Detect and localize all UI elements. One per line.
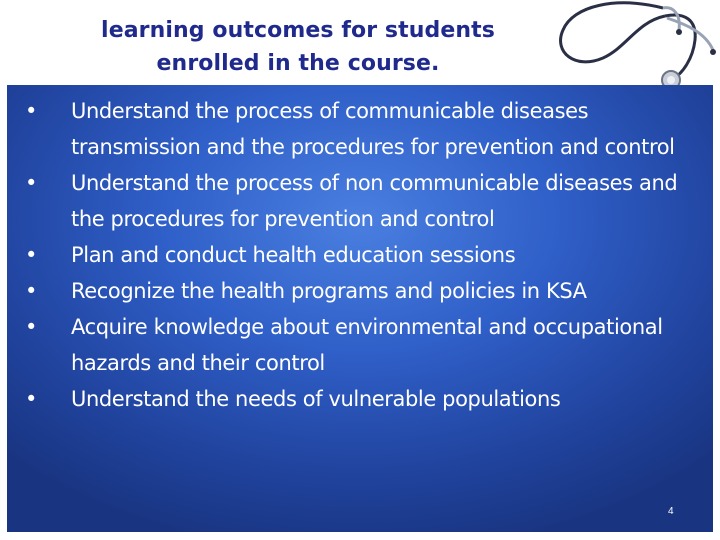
stethoscope-icon — [545, 0, 720, 92]
bullet-icon: • — [25, 243, 37, 267]
bullet-icon: • — [25, 387, 37, 411]
page-number: 4 — [668, 506, 674, 517]
bullet-icon: • — [25, 99, 37, 123]
list-item-text: Recognize the health programs and policies in KSA — [71, 279, 587, 303]
bullet-icon: • — [25, 171, 37, 195]
list-item-text: Understand the needs of vulnerable populations — [71, 387, 561, 411]
list-item-text: Acquire knowledge about environmental and occupational hazards and their control — [71, 315, 663, 375]
bullet-icon: • — [25, 315, 37, 339]
learning-outcomes-list — [0, 93, 680, 417]
bullet-icon: • — [25, 279, 37, 303]
slide-title — [40, 14, 556, 80]
list-item — [0, 93, 680, 165]
list-item-text: Understand the process of non communicable diseases and the procedures for prevention and control — [71, 171, 678, 231]
list-item — [0, 273, 680, 309]
title-line-2: enrolled in the course. — [156, 51, 440, 76]
list-item — [0, 381, 680, 417]
list-item-text: Plan and conduct health education sessions — [71, 243, 516, 267]
list-item-text: Understand the process of communicable diseases transmission and the procedures for prevention and control — [71, 99, 675, 159]
list-item — [0, 309, 680, 381]
title-line-1: learning outcomes for students — [101, 18, 495, 43]
list-item — [0, 165, 680, 237]
list-item — [0, 237, 680, 273]
